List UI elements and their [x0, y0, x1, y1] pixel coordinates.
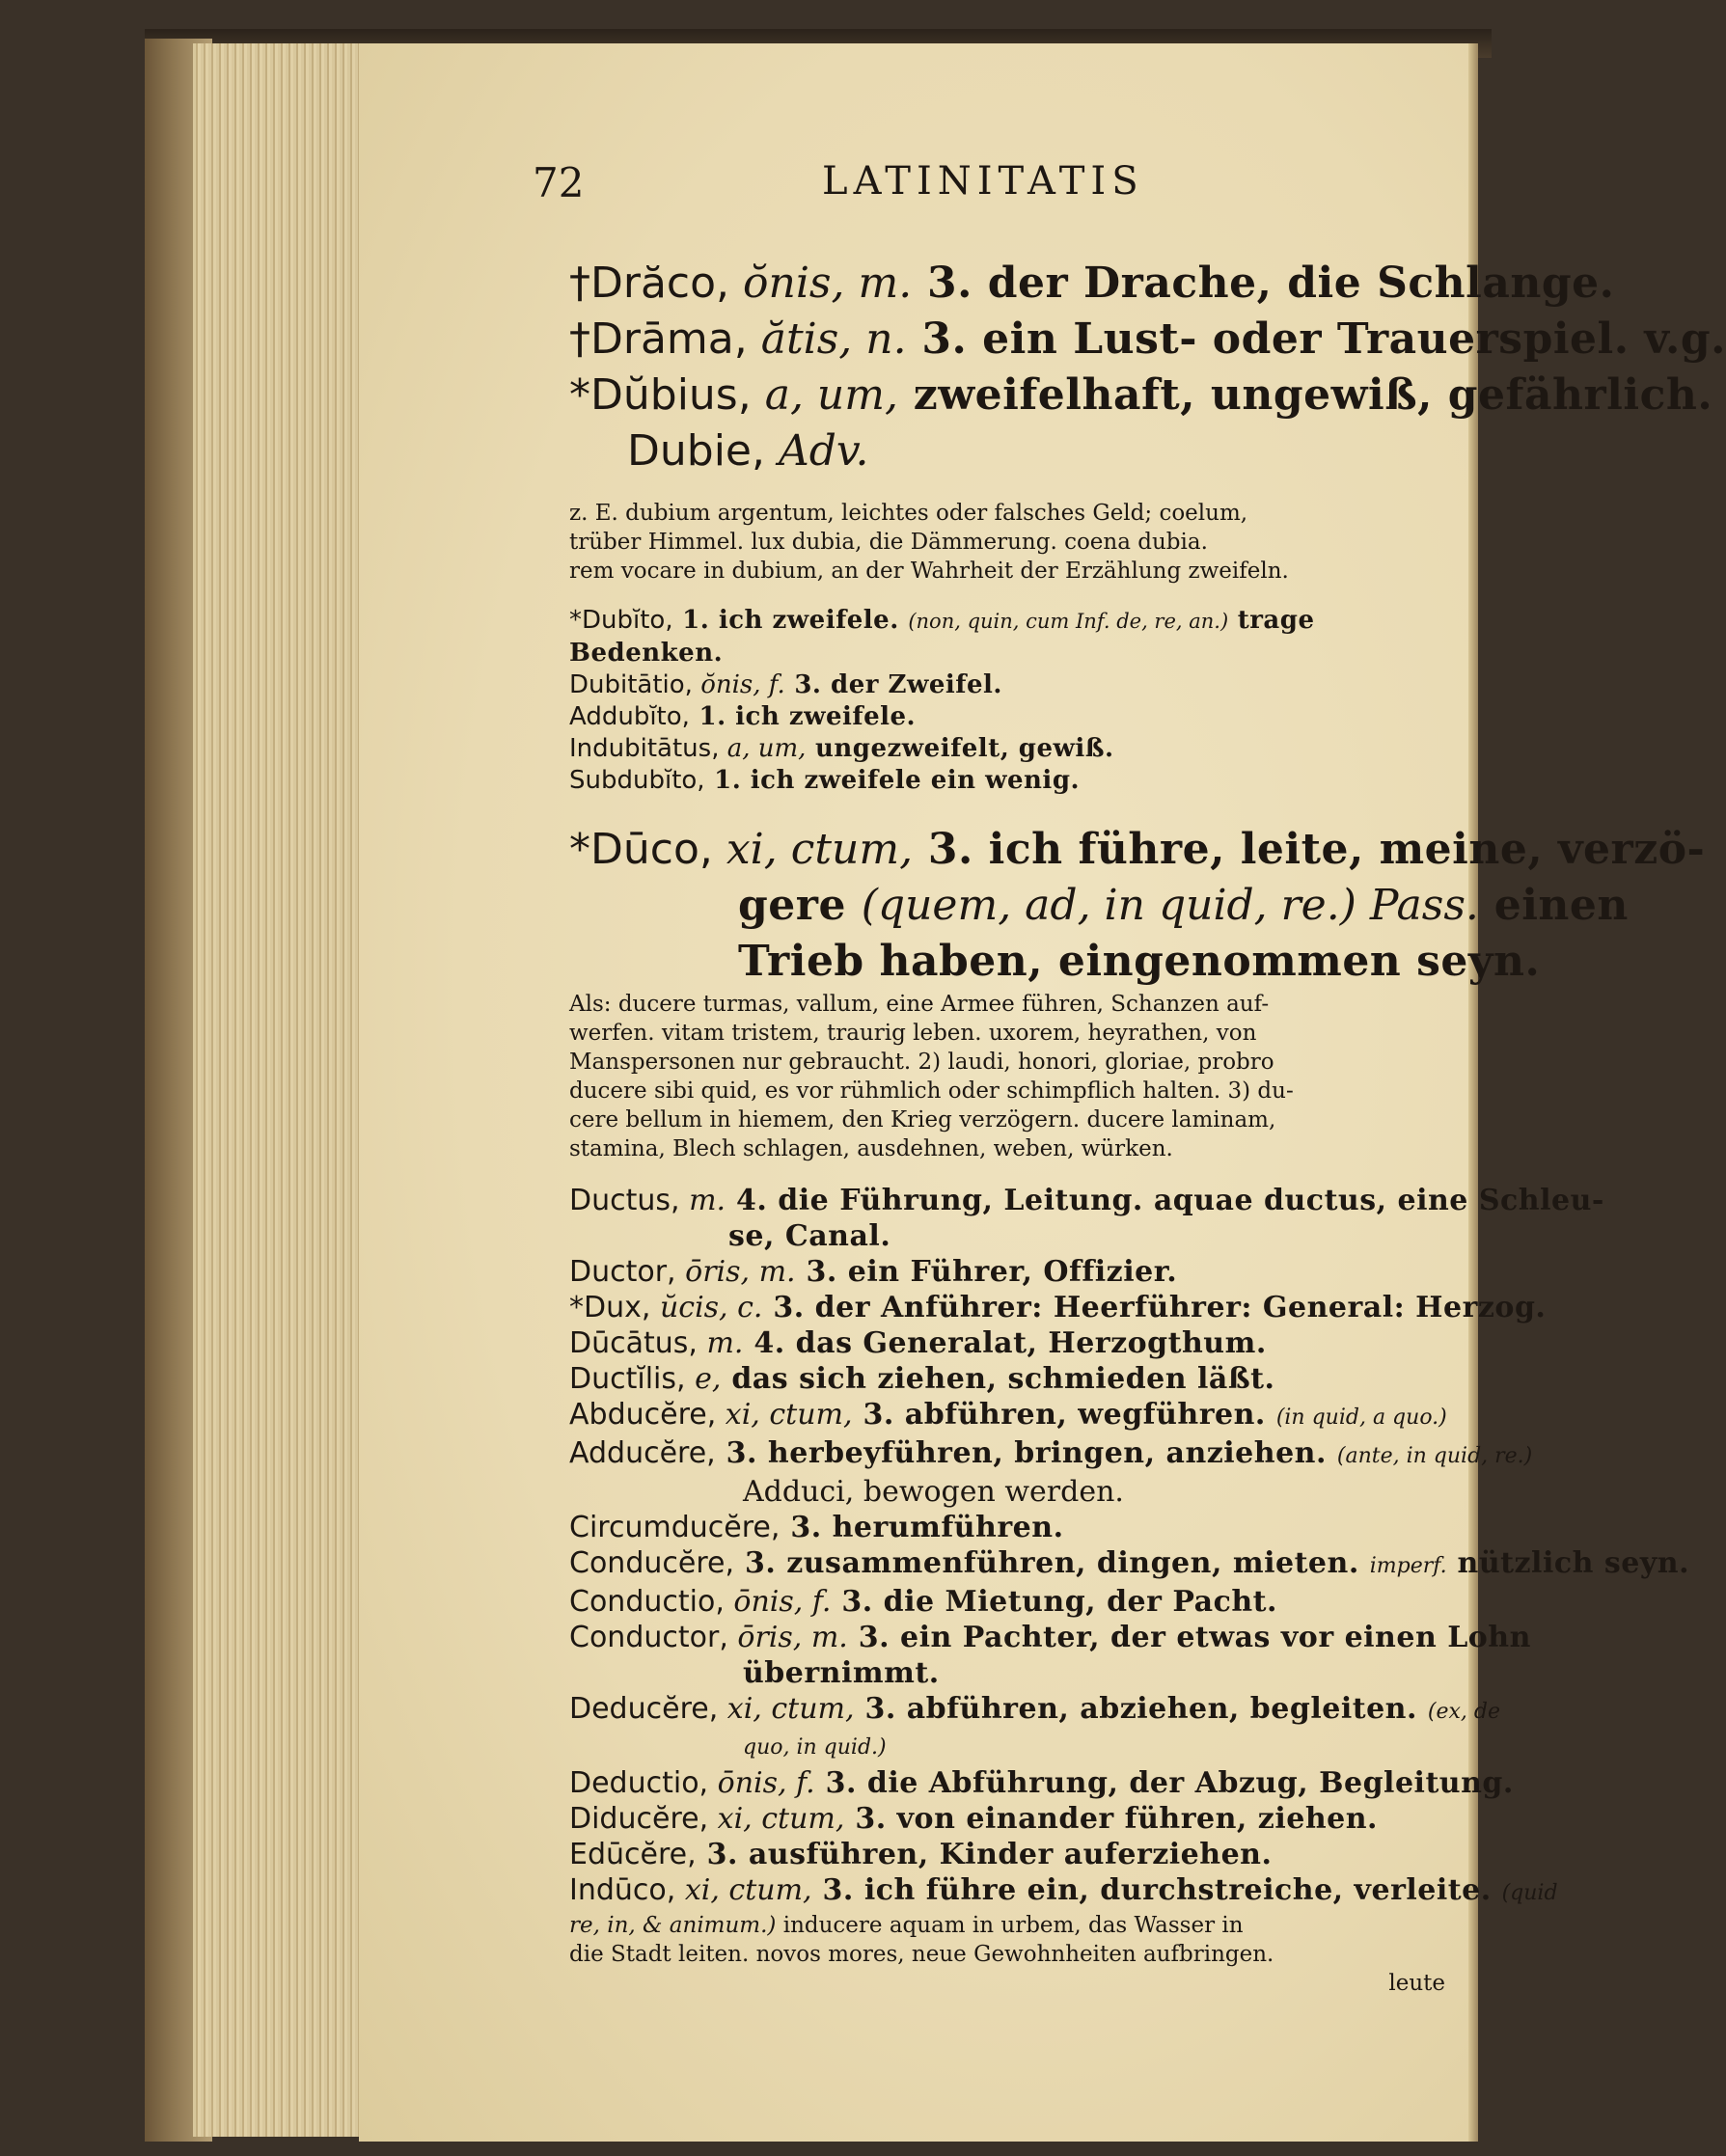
example-line: cere bellum in hiemem, den Krieg verzögern. ducere laminam,: [569, 1107, 1276, 1133]
example-line: z. E. dubium argentum, leichtes oder falsches Geld; coelum,: [569, 501, 1248, 526]
example-line: Als: ducere turmas, vallum, eine Armee führen, Schanzen auf-: [569, 992, 1270, 1017]
entry-dubius: *Dŭbius, a, um, zweifelhaft, ungewiß, gefährlich. Dubie, Adv. z. E. dubium argentum, leichtes oder falsches Geld; coelum, trüber Himmel. lux dubia, die Dämmerung. coena dubia. rem vocare in dubium, an der Wahrheit der Erzählung zweifeln.: [569, 370, 1713, 584]
entry-ductilis: Ductĭlis, e, das sich ziehen, schmieden läßt.: [569, 1362, 1275, 1396]
entry-duco: *Dūco, xi, ctum, 3. ich führe, leite, meine, verzö- gere (quem, ad, in quid, re.) Pass. einen Trieb haben, eingenommen seyn. Als: ducere turmas, vallum, eine Armee führen, Schanzen auf- werfen. vitam tristem, traurig leben. uxorem, heyrathen, von Manspersonen nur gebraucht. 2) laudi, honori, gloriae, probro ducere sibi quid, es vor rühmlich oder schimpflich halten. 3) du- cere bellum in hiemem, den Krieg verzögern. ducere laminam, stamina, Blech schlagen, ausdehnen, weben, würken.: [569, 825, 1706, 1161]
lemma: Diducĕre,: [569, 1802, 709, 1836]
entry-addubito: Addubĭto, 1. ich zweifele.: [569, 702, 917, 731]
example-line: Manspersonen nur gebraucht. 2) laudi, honori, gloriae, probro: [569, 1050, 1274, 1075]
entry-dux: *Dux, ŭcis, c. 3. der Anführer: Heerführer: General: Herzog.: [569, 1291, 1547, 1324]
page-number: 72: [533, 159, 585, 206]
lemma: Dūco,: [590, 825, 713, 874]
entry-ducatus: Dūcātus, m. 4. das Generalat, Herzogthum.: [569, 1326, 1267, 1360]
lemma: Dūcātus,: [569, 1326, 698, 1360]
entry-abducere: Abducĕre, xi, ctum, 3. abführen, wegführen. (in quid, a quo.): [569, 1398, 1447, 1432]
book-page: [359, 43, 1726, 2142]
lemma: Conductio,: [569, 1585, 725, 1619]
lemma: Deductio,: [569, 1766, 709, 1800]
entry-adducere: Adducĕre, 3. herbeyführen, bringen, anziehen. (ante, in quid, re.) Adduci, bewogen werden.: [569, 1436, 1533, 1509]
entry-circumducere: Circumducĕre, 3. herumführen.: [569, 1511, 1064, 1544]
lemma: Deducĕre,: [569, 1692, 719, 1726]
lemma: Dubĭto,: [582, 606, 673, 635]
lemma: Drāma,: [590, 314, 748, 364]
entry-diducere: Diducĕre, xi, ctum, 3. von einander führen, ziehen.: [569, 1802, 1378, 1836]
lemma: Ductor,: [569, 1255, 676, 1289]
page-stack: [193, 43, 364, 2137]
lemma: Indūco,: [569, 1873, 676, 1907]
entry-educere: Edūcĕre, 3. ausführen, Kinder auferziehen.: [569, 1838, 1273, 1871]
page-header: [533, 159, 1420, 227]
dictionary-content: [569, 256, 1726, 1998]
catchword: leute: [1388, 1971, 1445, 1996]
lemma: Ductus,: [569, 1184, 680, 1217]
entry-deducere: Deducĕre, xi, ctum, 3. abführen, abziehen, begleiten. (ex, de quo, in quid.): [569, 1692, 1500, 1760]
entry-ductus: Ductus, m. 4. die Führung, Leitung. aquae ductus, eine Schleu- se, Canal.: [569, 1184, 1604, 1253]
entry-drama: †Drāma, ătis, n. 3. ein Lust- oder Trauerspiel. v.g.: [569, 314, 1726, 364]
example-line: rem vocare in dubium, an der Wahrheit der Erzählung zweifeln.: [569, 559, 1289, 584]
lemma: Drăco,: [590, 259, 730, 308]
entry-subdubito: Subdubĭto, 1. ich zweifele ein wenig.: [569, 766, 1081, 795]
entry-induco: Indūco, xi, ctum, 3. ich führe ein, durchstreiche, verleite. (quid re, in, & animum.) inducere aquam in urbem, das Wasser in die Stadt leiten. novos mores, neue Gewohnheiten aufbringen. leute: [569, 1873, 1558, 1996]
lemma: Ductĭlis,: [569, 1362, 686, 1396]
entry-conductio: Conductio, ōnis, f. 3. die Mietung, der Pacht.: [569, 1585, 1277, 1619]
example-line: werfen. vitam tristem, traurig leben. uxorem, heyrathen, von: [569, 1021, 1257, 1046]
lemma: Conductor,: [569, 1621, 728, 1654]
running-title: LATINITATIS: [822, 159, 1144, 204]
entry-dubitatio: Dubitātio, ŏnis, f. 3. der Zweifel.: [569, 670, 1002, 699]
lemma: Dux,: [584, 1291, 651, 1324]
example-line: trüber Himmel. lux dubia, die Dämmerung. coena dubia.: [569, 530, 1208, 555]
entry-dubito: *Dubĭto, 1. ich zweifele. (non, quin, cum Inf. de, re, an.) trage Bedenken.: [569, 606, 1315, 668]
entry-draco: †Drăco, ŏnis, m. 3. der Drache, die Schlange.: [569, 259, 1615, 308]
lemma: Addubĭto,: [569, 702, 690, 731]
lemma: Indubitātus,: [569, 734, 720, 763]
lemma: Edūcĕre,: [569, 1838, 697, 1871]
lemma: Dubitātio,: [569, 670, 693, 699]
lemma: Conducĕre,: [569, 1546, 734, 1580]
lemma: Subdubĭto,: [569, 766, 705, 795]
lemma: Abducĕre,: [569, 1398, 717, 1432]
example-line: stamina, Blech schlagen, ausdehnen, weben, würken.: [569, 1136, 1173, 1161]
entry-conductor: Conductor, ōris, m. 3. ein Pachter, der etwas vor einen Lohn übernimmt.: [569, 1621, 1531, 1690]
lemma: Adducĕre,: [569, 1436, 716, 1470]
example-line: ducere sibi quid, es vor rühmlich oder schimpflich halten. 3) du-: [569, 1078, 1294, 1104]
lemma: Circumducĕre,: [569, 1511, 781, 1544]
lemma: Dŭbius,: [590, 370, 752, 420]
entry-conducere: Conducĕre, 3. zusammenführen, dingen, mieten. imperf. nützlich seyn.: [569, 1546, 1690, 1580]
entry-indubitatus: Indubitātus, a, um, ungezweifelt, gewiß.: [569, 734, 1114, 763]
entry-deductio: Deductio, ōnis, f. 3. die Abführung, der Abzug, Begleitung.: [569, 1766, 1514, 1800]
entry-ductor: Ductor, ōris, m. 3. ein Führer, Offizier.: [569, 1255, 1178, 1289]
